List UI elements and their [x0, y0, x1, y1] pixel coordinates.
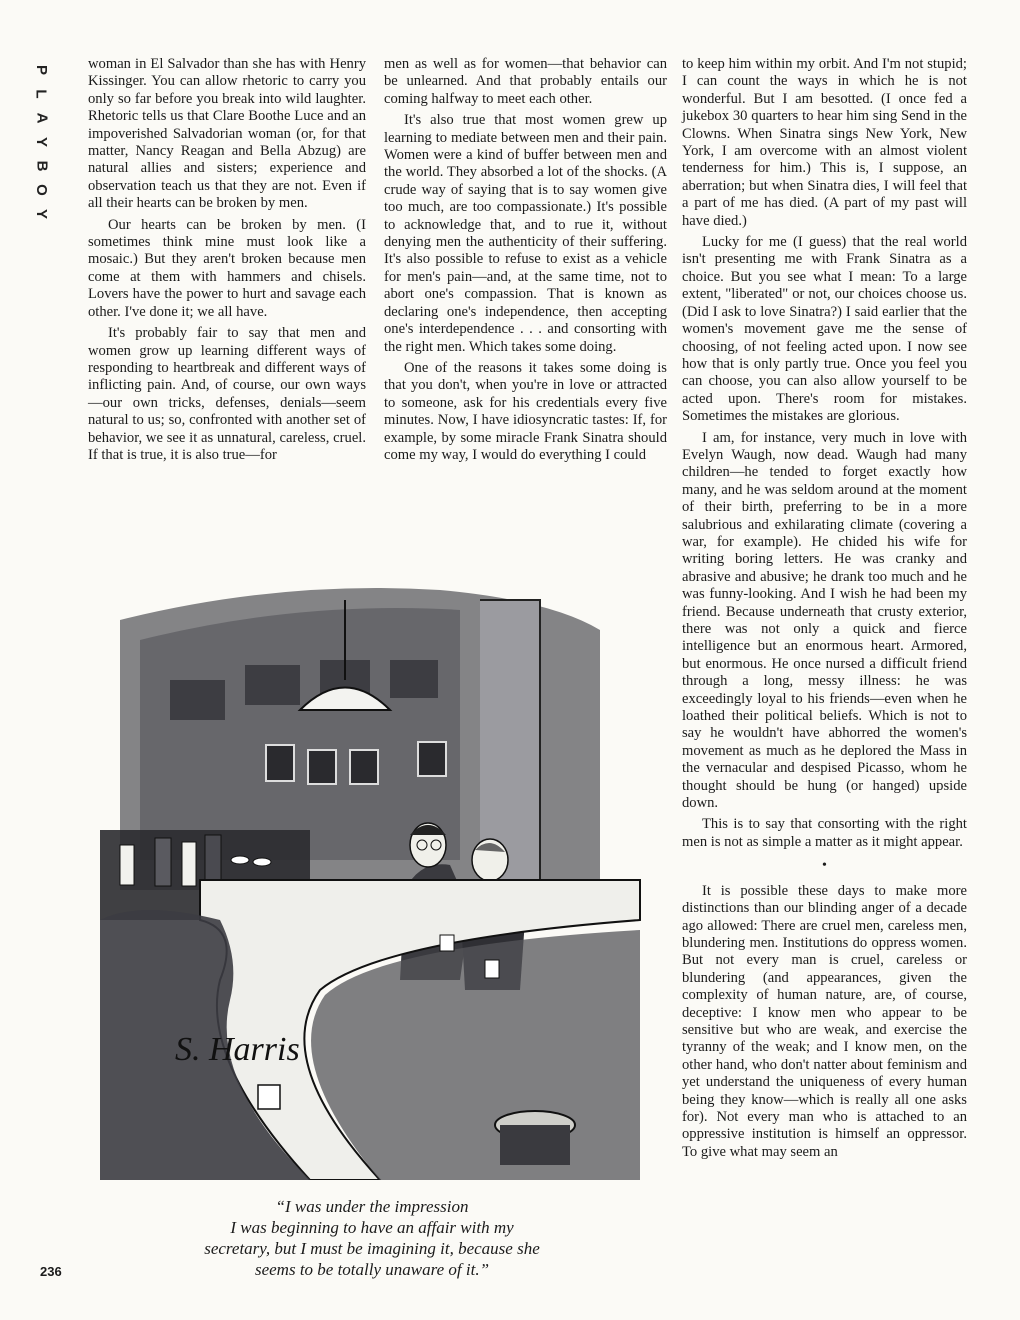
mug [258, 1085, 280, 1109]
paragraph: woman in El Salvador than she has with Henry Kissinger. You can allow rhetoric to carry you only so far before you break into wild laughter. Rhetoric tells us that Clare Boothe Luce and an impoverished Salvadorian woman (or, for that matter, Nancy Reagan and Bella Abzug) are natural allies and sisters; experience and observation teach us that they are not. Even if all their hearts can be broken by men. [88, 56, 366, 212]
framed-picture [308, 750, 336, 784]
masthead-letter: O [32, 184, 50, 196]
caption-line: “I was under the impression [275, 1197, 469, 1216]
cartoon-caption [140, 1196, 604, 1280]
framed-picture [266, 745, 294, 781]
caption-line: seems to be totally unaware of it.” [254, 1260, 490, 1279]
paragraph: One of the reasons it takes some doing is that you don't, when you're in love or attracted to someone, ask for his credentials every five minutes. Now, I have idiosyncratic tastes: If, for example, by some miracle Frank Sinatra should come my way, I would do everything I could [384, 359, 667, 463]
masthead-vertical [30, 58, 52, 226]
glass [485, 960, 499, 978]
paragraph: This is to say that consorting with the right men is not as simple a matter as it might appear. [682, 816, 967, 850]
glass [253, 858, 271, 866]
paragraph: It's also true that most women grew up learning to mediate between men and their pain. Women were a kind of buffer between men and the world. They absorbed a lot of the shocks. (A crude way of saying that is to say women give too much, are too compassionate.) It's possible to acknowledge that, and to rue it, without denying men the authenticity of their suffering. It's also possible to refuse to exist as a vehicle for men's pain—and, at the same time, not to abort one's compassion. That is known as declaring one's independence, then accepting one's interdependence . . . and consorting with the right men. Which takes some doing. [384, 112, 667, 355]
paragraph: I am, for instance, very much in love with Evelyn Waugh, now dead. Waugh had many children—he tended to forget exactly how many, and he was seldom around at the moment of their birth, preferring to be in a more salubrious and exhilarating climate (covering a war, for example). He chided his wife for writing boring letters. He was cranky and abrasive and abusive; he drank too much and he was funny-looking. And I wish he had been my friend. Because underneath that crusty exterior, there was not only a quick and fierce intelligence but an enormous heart. Armored, but enormous. He once nursed a difficult friend through a long, messy illness: he was exceedingly loyal to his friends—even when he loathed their political beliefs. Which is not to say he wouldn't have abhorred the women's movement as much as he deplored the Mass in the vernacular and despised Picasso, whom he thought should be hung (or hanged) upside down. [682, 429, 967, 812]
paragraph: It's probably fair to say that men and women grow up learning different ways of responding to heartbreak and different ways of inflicting pain. And, of course, our own ways—our own tricks, defenses, denials—seem natural to us; so, confronted with another set of behavior, we see it as unnatural, careless, cruel. If that is true, it is also true—for [88, 325, 366, 463]
caption-line: I was beginning to have an affair with my [230, 1218, 514, 1237]
section-break: • [822, 858, 827, 874]
paragraph: to keep him within my orbit. And I'm not stupid; I can count the ways in which he is not wonderful. But I am besotted. (I once fed a jukebox 30 quarters to hear him sing Send in the Clowns. When Sinatra sings New York, New York, I am overcome with an almost violent tenderness for him.) This is, I suppose, an aberration; but when Sinatra dies, I will feel that a part of me has died. (A part of my past will have died.) [682, 56, 967, 229]
masthead-letter: A [33, 112, 50, 124]
masthead-letter: L [32, 89, 50, 99]
paragraph: It is possible these days to make more distinctions than our blinding anger of a decade ago allowed: There are cruel men, careless men, blundering men. Institutions do oppress women. But not every man is cruel, careless or blundering (and appearances, given the complexity of human nature, are, of course, deceptive: I know men who appear to be sensitive but who are weak, and exercise the tyranny of the weak; and I know men, on the other hand, who don't natter about feminism and yet understand the uniqueness of every human being they know—which is really all one asks for). Not every man who is attached to an oppressive institution is himself an oppressor. To give what may seem an [682, 882, 967, 1160]
paragraph: Our hearts can be broken by men. (I sometimes think mine must look like a mosaic.) But they aren't broken because men come at them with hammers and chisels. Lovers have the power to hurt and savage each other. I've done it; we all have. [88, 216, 366, 320]
wall-panel [245, 665, 300, 705]
glass [231, 856, 249, 864]
cartoonist-signature: S. Harris [175, 1031, 300, 1068]
masthead-letter: Y [32, 136, 50, 148]
paragraph: Lucky for me (I guess) that the real world isn't presenting me with Frank Sinatra as a choice. But you see what I mean: To a large extent, "liberated" or not, our choices choose us. (Did I ask to love Sinatra?) I said earlier that the women's movement gave me the sense of choosing, of not feeling acted upon. I now see how that is only partly true. Once you feel you can choose, you can also allow yourself to be acted upon. There's room for mistakes. Sometimes the mistakes are glorious. [682, 234, 967, 425]
cartoon-illustration [80, 560, 658, 1180]
wall-panel [390, 660, 438, 698]
page-number: 236 [40, 1264, 62, 1279]
caption-line: secretary, but I must be imagining it, because she [204, 1239, 540, 1258]
column-3 [682, 56, 967, 1165]
masthead-letter: P [32, 64, 50, 76]
bottle [120, 845, 134, 885]
wall-panel [170, 680, 225, 720]
masthead-letter: Y [32, 208, 50, 220]
glass [440, 935, 454, 951]
bottle [155, 838, 171, 886]
masthead-letter: B [33, 160, 50, 172]
column-1 [88, 56, 366, 468]
bottle [182, 842, 196, 886]
framed-picture [418, 742, 446, 776]
column-2 [384, 56, 667, 468]
paragraph: men as well as for women—that behavior can be unlearned. And that probably entails our coming halfway to meet each other. [384, 56, 667, 107]
framed-picture [350, 750, 378, 784]
